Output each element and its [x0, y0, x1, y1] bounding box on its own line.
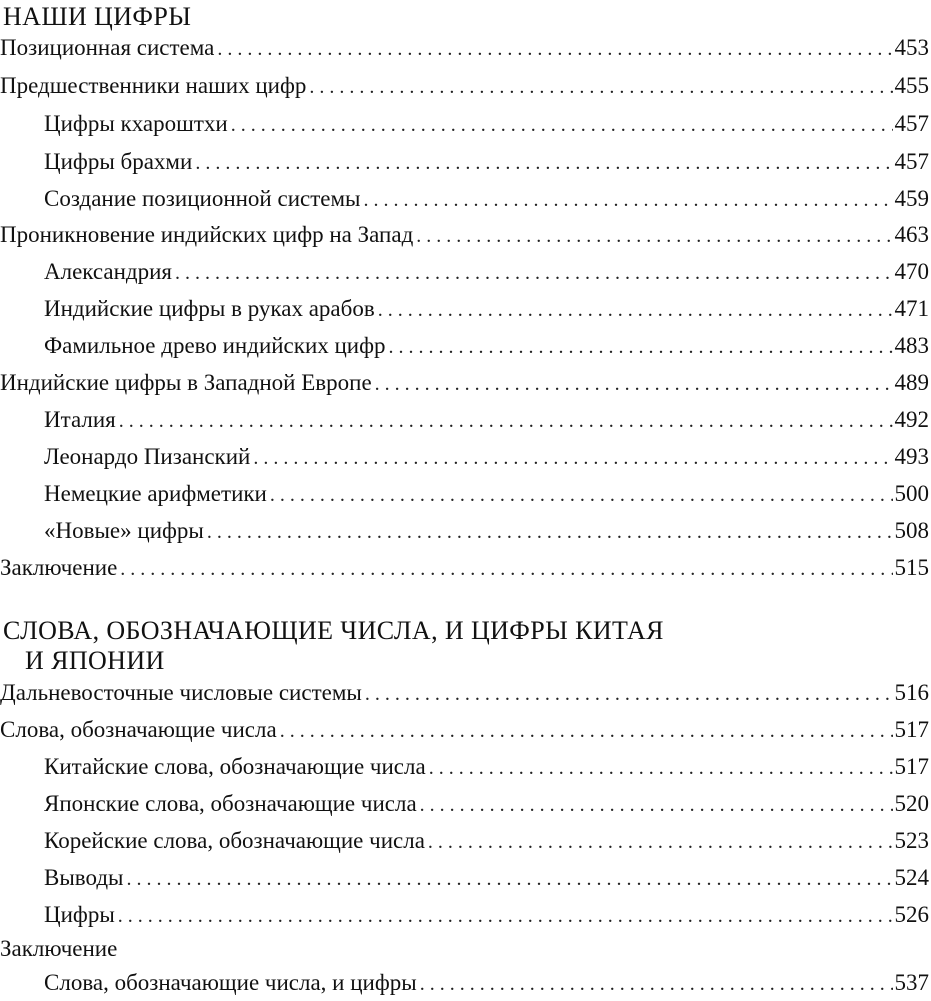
- toc-entry-page: 520: [894, 791, 929, 816]
- toc-subentry[interactable]: [44, 787, 929, 821]
- toc-entry-title: Китайские слова, обозначающие числа: [44, 754, 426, 779]
- toc-entry-title: Александрия: [44, 259, 172, 284]
- toc-subentry[interactable]: [44, 292, 929, 326]
- toc-entry-page: 508: [894, 518, 929, 543]
- toc-entry-title: Индийские цифры в Западной Европе: [0, 370, 372, 395]
- toc-entry-title: Фамильное древо индийских цифр: [44, 333, 386, 358]
- toc-subentry[interactable]: [44, 861, 929, 895]
- toc-entry-title: Индийские цифры в руках арабов: [44, 296, 375, 321]
- dot-leader: [277, 714, 893, 748]
- dot-leader: [361, 183, 893, 217]
- toc-entry-page: 457: [894, 149, 929, 174]
- toc-entry-title: Цифры брахми: [44, 149, 193, 174]
- section-heading-our-digits: [3, 2, 191, 32]
- toc-entry-title: Цифры кхароштхи: [44, 111, 228, 136]
- toc-entry[interactable]: [0, 366, 929, 400]
- dot-leader: [124, 862, 893, 896]
- toc-entry-title: Немецкие арифметики: [44, 481, 267, 506]
- toc-subentry[interactable]: [44, 145, 929, 179]
- toc-subentry[interactable]: [44, 440, 929, 474]
- toc-entry[interactable]: [0, 69, 929, 103]
- toc-entry-title: Италия: [44, 407, 116, 432]
- toc-entry-title: Корейские слова, обозначающие числа: [44, 828, 425, 853]
- toc-entry-title: Заключение: [0, 555, 118, 580]
- toc-entry-page: 455: [894, 73, 929, 98]
- toc-entry-title: Цифры: [44, 902, 115, 927]
- toc-subentry[interactable]: [44, 182, 929, 216]
- dot-leader: [386, 330, 893, 364]
- dot-leader: [375, 293, 893, 327]
- toc-entry-page: 483: [894, 333, 929, 358]
- dot-leader: [306, 70, 892, 104]
- toc-entry-page: 500: [894, 481, 929, 506]
- toc-entry-page: 492: [894, 407, 929, 432]
- toc-entry-page: 524: [894, 865, 929, 890]
- dot-leader: [362, 677, 893, 711]
- dot-leader: [214, 32, 892, 66]
- section-heading-line2: И ЯПОНИИ: [25, 646, 165, 675]
- toc-entry-page: 471: [894, 296, 929, 321]
- toc-entry-page: 493: [894, 444, 929, 469]
- toc-entry-title: Заключение: [0, 936, 118, 961]
- toc-subentry[interactable]: [44, 329, 929, 363]
- toc-entry-page: 517: [894, 754, 929, 779]
- dot-leader: [117, 552, 892, 586]
- toc-subentry[interactable]: [44, 477, 929, 511]
- toc-entry-page: 470: [894, 259, 929, 284]
- section-heading-line1: СЛОВА, ОБОЗНАЧАЮЩИЕ ЧИСЛА, И ЦИФРЫ КИТАЯ: [3, 616, 664, 645]
- toc-entry-title: Позиционная система: [0, 35, 215, 60]
- dot-leader: [413, 219, 892, 253]
- toc-subentry[interactable]: [44, 824, 929, 858]
- toc-entry-title: Леонардо Пизанский: [44, 444, 251, 469]
- toc-entry-title: Предшественники наших цифр: [0, 73, 307, 98]
- toc-entry-page: 459: [894, 186, 929, 211]
- toc-subentry[interactable]: [44, 107, 929, 141]
- dot-leader: [192, 146, 892, 180]
- toc-entry-title: Дальневосточные числовые системы: [0, 680, 362, 705]
- dot-leader: [417, 788, 893, 822]
- dot-leader: [116, 404, 893, 438]
- dot-leader: [115, 899, 893, 933]
- toc-entry-title: Японские слова, обозначающие числа: [44, 791, 417, 816]
- dot-leader: [172, 256, 893, 290]
- toc-entry[interactable]: [0, 676, 929, 710]
- dot-leader: [204, 515, 893, 549]
- toc-entry-heading-only[interactable]: [0, 932, 929, 966]
- toc-subentry[interactable]: [44, 966, 929, 1000]
- toc-subentry[interactable]: [44, 898, 929, 932]
- dot-leader: [228, 108, 893, 142]
- toc-entry-page: 489: [894, 370, 929, 395]
- section-heading-text: НАШИ ЦИФРЫ: [3, 2, 192, 31]
- toc-entry-page: 515: [894, 555, 929, 580]
- toc-entry[interactable]: [0, 31, 929, 65]
- section-heading-china-japan: [3, 616, 664, 676]
- toc-entry-title: Проникновение индийских цифр на Запад: [0, 222, 414, 247]
- toc-entry-page: 517: [894, 717, 929, 742]
- toc-subentry[interactable]: [44, 514, 929, 548]
- toc-entry[interactable]: [0, 218, 929, 252]
- toc-entry-page: 526: [894, 902, 929, 927]
- dot-leader: [425, 825, 893, 859]
- toc-subentry[interactable]: [44, 255, 929, 289]
- toc-subentry[interactable]: [44, 403, 929, 437]
- toc-entry-page: 537: [894, 970, 929, 995]
- toc-entry[interactable]: [0, 713, 929, 747]
- toc-entry[interactable]: [0, 551, 929, 585]
- toc-entry-title: Создание позиционной системы: [44, 186, 361, 211]
- toc-entry-title: Слова, обозначающие числа, и цифры: [44, 970, 417, 995]
- toc-entry-page: 516: [894, 680, 929, 705]
- toc-entry-page: 453: [894, 35, 929, 60]
- dot-leader: [267, 478, 893, 512]
- toc-subentry[interactable]: [44, 750, 929, 784]
- dot-leader: [426, 751, 893, 785]
- dot-leader: [372, 367, 893, 401]
- toc-entry-page: 463: [894, 222, 929, 247]
- toc-entry-title: Выводы: [44, 865, 124, 890]
- toc-entry-page: 457: [894, 111, 929, 136]
- toc-entry-title: «Новые» цифры: [44, 518, 204, 543]
- toc-entry-title: Слова, обозначающие числа: [0, 717, 277, 742]
- toc-entry-page: 523: [894, 828, 929, 853]
- dot-leader: [417, 967, 893, 1001]
- dot-leader: [250, 441, 892, 475]
